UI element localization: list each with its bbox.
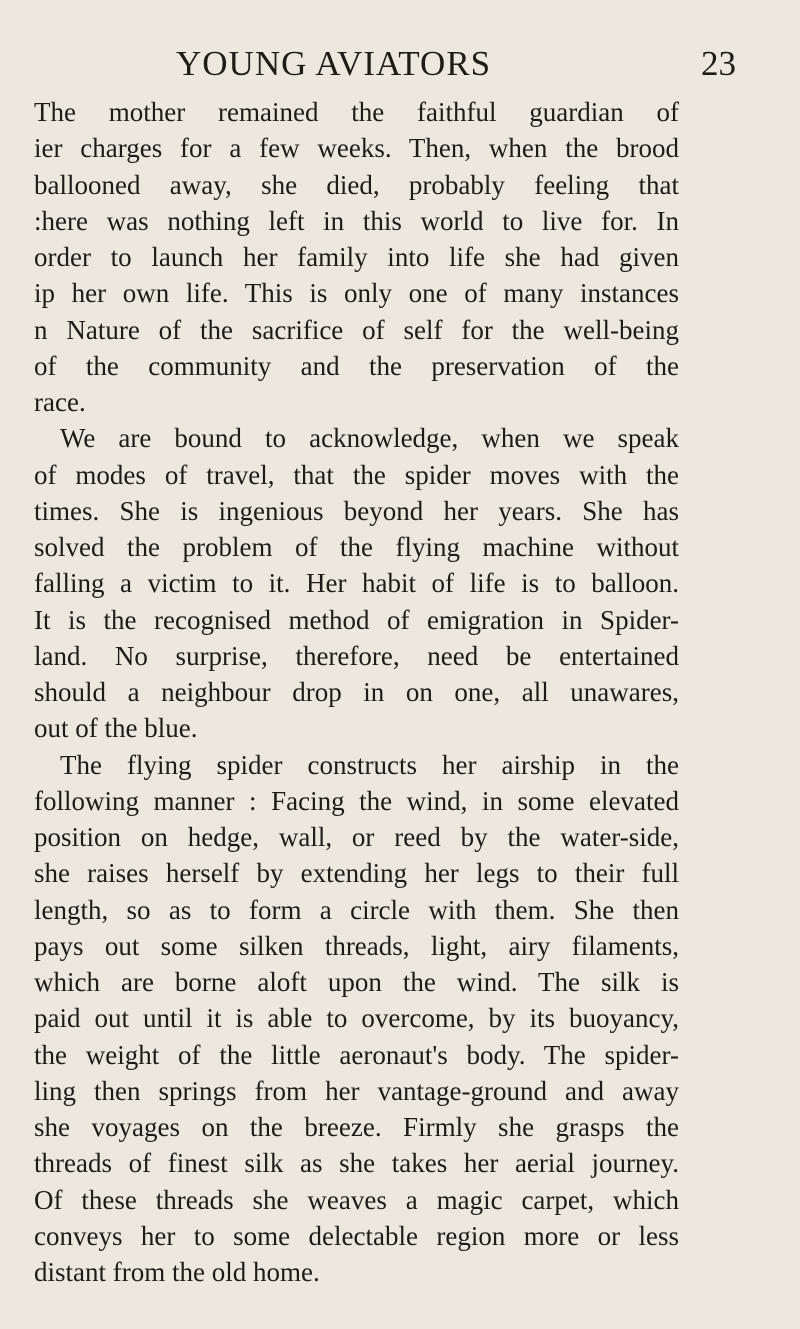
text-line: ip her own life. This is only one of many instances — [34, 278, 679, 309]
text-line: position on hedge, wall, or reed by the water-side, — [34, 822, 679, 852]
text-line: ballooned away, she died, probably feeling that — [34, 169, 679, 200]
text-line: times. She is ingenious beyond her years. She has — [34, 495, 679, 526]
text-line: land. No surprise, therefore, need be entertained — [34, 640, 679, 671]
text-line: which are borne aloft upon the wind. The silk is — [34, 967, 679, 997]
text-line: Of these threads she weaves a magic carpet, which — [34, 1184, 679, 1215]
text-line: conveys her to some delectable region more or less — [34, 1220, 679, 1251]
text-line: It is the recognised method of emigration in Spider- — [34, 604, 679, 635]
text-line: order to launch her family into life she had given — [34, 242, 679, 272]
text-line: following manner : Facing the wind, in some elevated — [34, 785, 679, 816]
text-line: the weight of the little aeronaut's body. The spider- — [34, 1039, 679, 1070]
text-line: ling then springs from her vantage-ground and away — [34, 1075, 679, 1106]
text-line: threads of finest silk as she takes her aerial journey. — [34, 1148, 679, 1179]
text-line: out of the blue. — [34, 713, 198, 744]
body-text — [0, 94, 800, 1290]
page-number: 23 — [701, 44, 736, 83]
text-line: of modes of travel, that the spider moves with the — [34, 459, 679, 490]
text-line: she raises herself by extending her legs to their full — [34, 858, 679, 889]
text-line: length, so as to form a circle with them. She then — [34, 894, 679, 925]
text-line: she voyages on the breeze. Firmly she grasps the — [34, 1112, 679, 1142]
text-line: pays out some silken threads, light, airy filaments, — [34, 930, 679, 961]
text-line: of the community and the preservation of the — [34, 350, 679, 381]
text-line: distant from the old home. — [34, 1257, 320, 1287]
text-line: paid out until it is able to overcome, by its buoyancy, — [34, 1003, 679, 1034]
text-line: n Nature of the sacrifice of self for the well-being — [34, 314, 679, 345]
text-line: We are bound to acknowledge, when we speak — [60, 423, 679, 454]
running-head: YOUNG AVIATORS — [176, 44, 492, 83]
text-line: falling a victim to it. Her habit of life is to balloon. — [34, 568, 679, 599]
text-line: race. — [34, 387, 86, 417]
page-header — [0, 44, 800, 84]
text-line: The mother remained the faithful guardian of — [34, 97, 679, 127]
text-line: ier charges for a few weeks. Then, when the brood — [34, 133, 679, 164]
text-line: solved the problem of the flying machine without — [34, 532, 679, 562]
text-line: The flying spider constructs her airship in the — [60, 749, 679, 780]
text-line: should a neighbour drop in on one, all unawares, — [34, 677, 679, 707]
text-line: :here was nothing left in this world to live for. In — [34, 205, 679, 236]
